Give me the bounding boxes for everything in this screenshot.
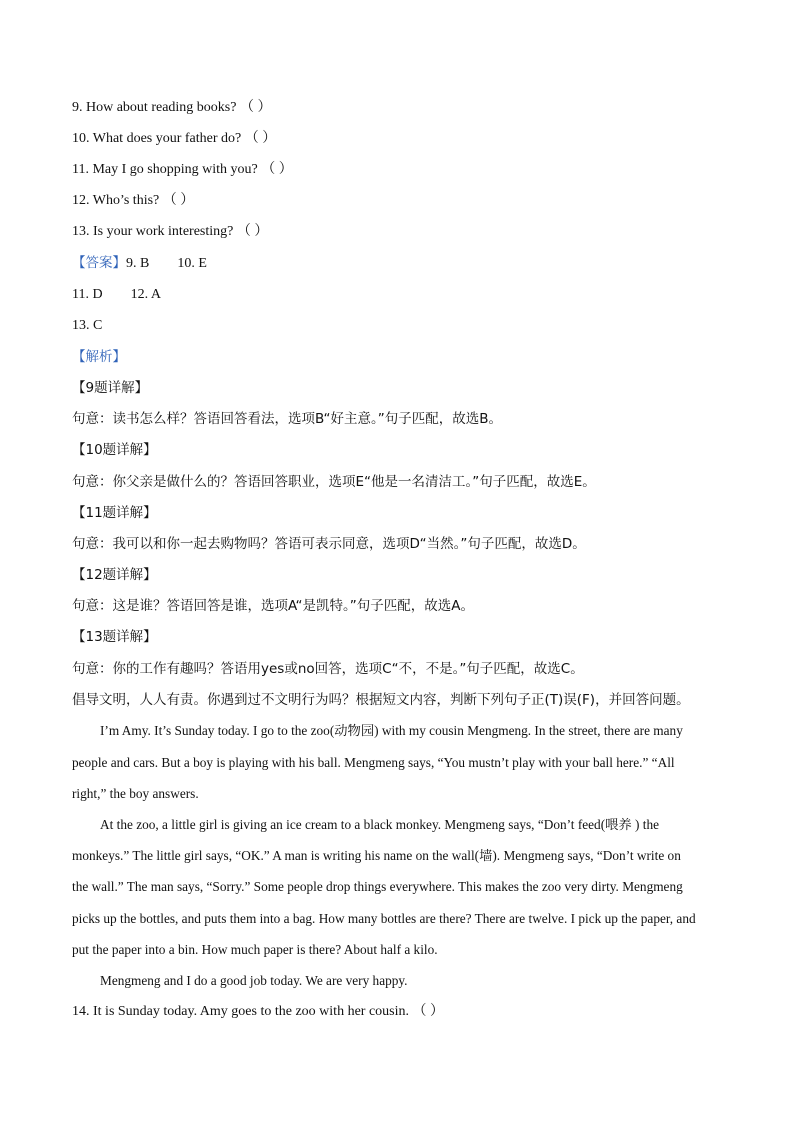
detail-10-head: 【10题详解】 <box>72 442 157 458</box>
detail-9-head: 【9题详解】 <box>72 380 149 396</box>
detail-12-head: 【12题详解】 <box>72 567 157 583</box>
detail-13-head: 【13题详解】 <box>72 629 157 645</box>
answer-line-2: 11. D 12. A <box>72 287 161 302</box>
detail-11-text: 句意：我可以和你一起去购物吗？答语可表示同意，选项D“当然。”句子匹配，故选D。 <box>72 536 586 552</box>
analysis-tag: 【解析】 <box>72 349 126 365</box>
reading-instruction: 倡导文明，人人有责。你遇到过不文明行为吗？根据短文内容，判断下列句子正(T)误(F)，并回答问题。 <box>72 692 690 708</box>
passage-line-6: the wall.” The man says, “Sorry.” Some people drop things everywhere. This makes the zoo very dirty. Mengmeng <box>72 879 683 894</box>
answer-line-1 <box>72 254 732 273</box>
passage-line-8: put the paper into a bin. How much paper is there? About half a kilo. <box>72 942 438 957</box>
detail-11-head: 【11题详解】 <box>72 505 157 521</box>
question-11: 11. May I go shopping with you? （ ） <box>72 162 293 177</box>
detail-13-text: 句意：你的工作有趣吗？答语用yes或no回答，选项C“不，不是。”句子匹配，故选C。 <box>72 661 584 677</box>
question-10: 10. What does your father do? （ ） <box>72 131 277 146</box>
question-9: 9. How about reading books? （ ） <box>72 100 272 115</box>
question-13: 13. Is your work interesting? （ ） <box>72 224 269 239</box>
question-12: 12. Who’s this? （ ） <box>72 193 195 208</box>
passage-line-7: picks up the bottles, and puts them into a bag. How many bottles are there? There are twelve. I pick up the paper, and <box>72 911 696 926</box>
detail-10-text: 句意：你父亲是做什么的？答语回答职业，选项E“他是一名清洁工。”句子匹配，故选E。 <box>72 474 596 490</box>
passage-line-1: I’m Amy. It’s Sunday today. I go to the zoo(动物园) with my cousin Mengmeng. In the street, there are many <box>100 723 683 738</box>
detail-12-text: 句意：这是谁？答语回答是谁，选项A“是凯特。”句子匹配，故选A。 <box>72 598 474 614</box>
passage-line-4: At the zoo, a little girl is giving an ice cream to a black monkey. Mengmeng says, “Don’t feed(喂养 ) the <box>100 817 660 832</box>
question-14: 14. It is Sunday today. Amy goes to the zoo with her cousin. （ ） <box>72 1004 444 1019</box>
answer-tag: 【答案】 <box>72 255 126 271</box>
passage-line-9: Mengmeng and I do a good job today. We are very happy. <box>100 973 408 988</box>
passage-line-3: right,” the boy answers. <box>72 786 199 801</box>
passage-line-2: people and cars. But a boy is playing with his ball. Mengmeng says, “You mustn’t play with your ball here.” “All <box>72 755 675 770</box>
answer-line-3: 13. C <box>72 318 103 333</box>
answer-text-1: 9. B 10. E <box>126 256 207 271</box>
detail-9-text: 句意：读书怎么样？答语回答看法，选项B“好主意。”句子匹配，故选B。 <box>72 411 503 427</box>
passage-line-5: monkeys.” The little girl says, “OK.” A man is writing his name on the wall(墙). Mengmeng says, “Don’t write on <box>72 848 681 863</box>
